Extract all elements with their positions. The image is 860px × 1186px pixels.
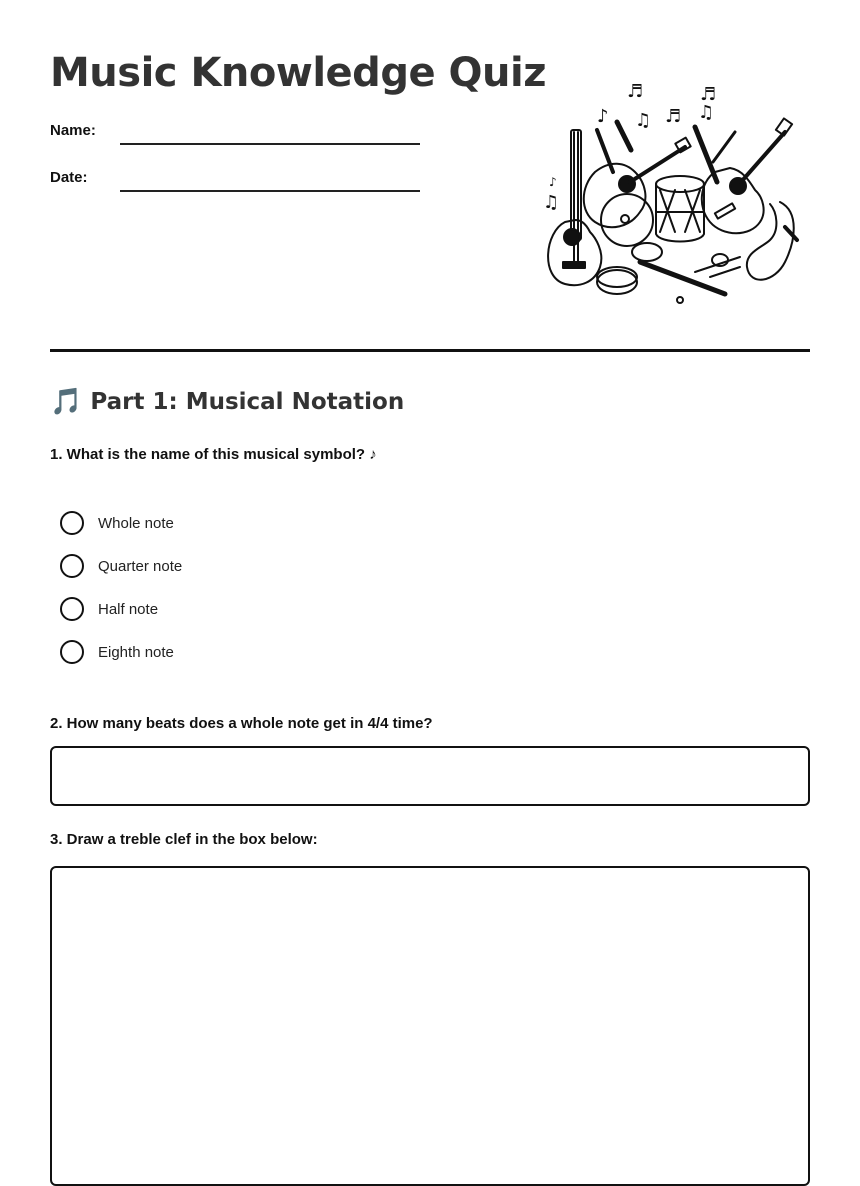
radio-button[interactable]: [60, 511, 84, 535]
date-field[interactable]: [120, 190, 420, 192]
question-1: 1. What is the name of this musical symbol? ♪: [50, 446, 377, 463]
option-whole-note[interactable]: [60, 511, 174, 535]
svg-text:♬: ♬: [665, 106, 682, 127]
date-label: Date:: [50, 169, 88, 186]
option-half-note[interactable]: [60, 597, 158, 621]
maracas-icon: [632, 243, 740, 277]
musical-instruments-illustration: [535, 72, 810, 312]
section-heading-part1: [50, 387, 404, 417]
radio-button[interactable]: [60, 640, 84, 664]
radio-button[interactable]: [60, 554, 84, 578]
music-note-icon: 🎵: [50, 387, 83, 417]
svg-text:♫: ♫: [543, 192, 560, 213]
svg-text:♪: ♪: [549, 175, 557, 189]
svg-text:♫: ♫: [635, 110, 652, 131]
name-field[interactable]: [120, 143, 420, 145]
guitar-icon: [584, 138, 691, 228]
svg-text:♫: ♫: [698, 102, 715, 123]
divider: [50, 349, 810, 352]
svg-text:♪: ♪: [597, 106, 609, 127]
drawing-box[interactable]: [50, 866, 810, 1186]
option-label: Eighth note: [98, 643, 174, 661]
option-label: Half note: [98, 600, 159, 618]
drum-icon: [656, 176, 704, 242]
name-label: Name:: [50, 122, 96, 139]
option-quarter-note[interactable]: [60, 554, 182, 578]
saxophone-icon: [747, 202, 797, 280]
option-label: Quarter note: [98, 557, 183, 575]
answer-input-box[interactable]: [50, 746, 810, 806]
question-2: 2. How many beats does a whole note get in 4/4 time?: [50, 715, 433, 732]
svg-text:♬: ♬: [700, 84, 717, 105]
section-title: Part 1: Musical Notation: [90, 389, 405, 415]
radio-button[interactable]: [60, 597, 84, 621]
option-eighth-note[interactable]: [60, 640, 174, 664]
svg-text:♬: ♬: [627, 81, 644, 102]
option-label: Whole note: [98, 514, 174, 532]
question-3: 3. Draw a treble clef in the box below:: [50, 831, 318, 848]
page-title: Music Knowledge Quiz: [50, 50, 546, 96]
